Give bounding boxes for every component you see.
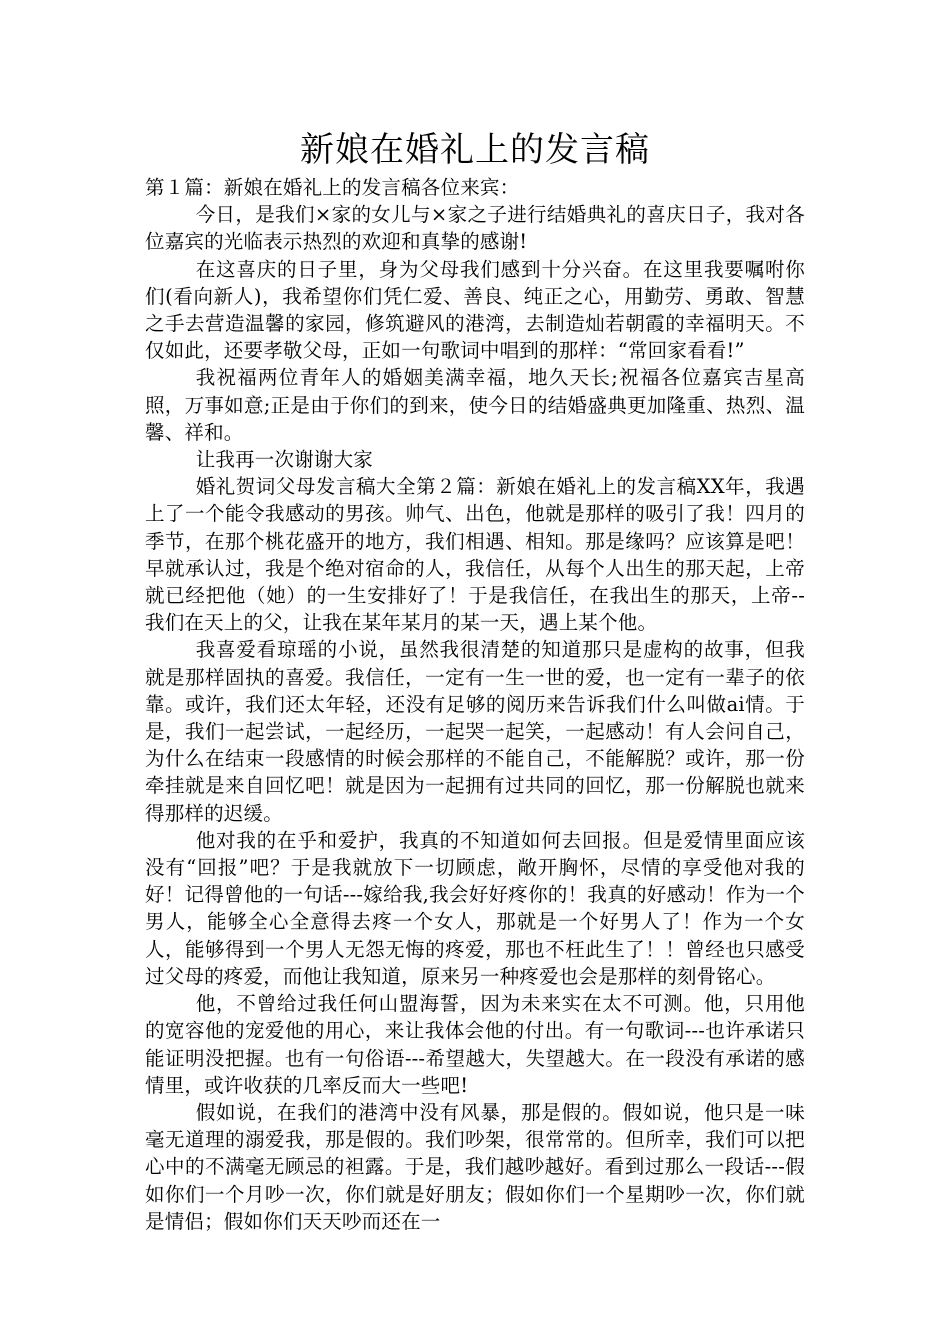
paragraph-8: 他，不曾给过我任何山盟海誓，因为未来实在太不可测。他，只用他的宽容他的宠爱他的用心，来让我体会他的付出。有一句歌词---也许承诺只能证明没把握。也有一句俗语---希望越大，失望越大。在一段没有承诺的感情里，或许收获的几率反而大一些吧!: [145, 992, 805, 1097]
paragraph-4: 让我再一次谢谢大家: [195, 448, 373, 472]
document-page: [145, 128, 805, 1235]
paragraph-1: 今日，是我们×家的女儿与×家之子进行结婚典礼的喜庆日子，我对各位嘉宾的光临表示热烈的欢迎和真挚的感谢!: [145, 203, 805, 254]
document-body: [145, 174, 805, 1235]
paragraph-9: 假如说，在我们的港湾中没有风暴，那是假的。假如说，他只是一味毫无道理的溺爱我，那是假的。我们吵架，很常常的。但所幸，我们可以把心中的不满毫无顾忌的袒露。于是，我们越吵越好。看到过那么一段话---假如你们一个月吵一次，你们就是好朋友；假如你们一个星期吵一次，你们就是情侣；假如你们天天吵而还在一: [145, 1100, 805, 1233]
paragraph-7: 他对我的在乎和爱护，我真的不知道如何去回报。但是爱情里面应该没有“回报”吧？于是我就放下一切顾虑，敞开胸怀，尽情的享受他对我的好！记得曾他的一句话---嫁给我,我会好好疼你的！我真的好感动！作为一个男人，能够全心全意得去疼一个女人，那就是一个好男人了！作为一个女人，能够得到一个男人无怨无悔的疼爱，那也不枉此生了！！曾经也只感受过父母的疼爱，而他让我知道，原来另一种疼爱也会是那样的刻骨铭心。: [145, 828, 805, 988]
document-title: 新娘在婚礼上的发言稿: [300, 130, 650, 170]
paragraph-2: 在这喜庆的日子里，身为父母我们感到十分兴奋。在这里我要嘱咐你们(看向新人)，我希望你们凭仁爱、善良、纯正之心，用勤劳、勇敢、智慧之手去营造温馨的家园，修筑避风的港湾，去制造灿若朝霞的幸福明天。不仅如此，还要孝敬父母，正如一句歌词中唱到的那样：“常回家看看!”: [145, 257, 805, 363]
paragraph-6: 我喜爱看琼瑶的小说，虽然我很清楚的知道那只是虚构的故事，但我就是那样固执的喜爱。我信任，一定有一生一世的爱，也一定有一辈子的依靠。或许，我们还太年轻，还没有足够的阅历来告诉我们什么叫做ai情。于是，我们一起尝试，一起经历，一起哭一起笑，一起感动！有人会问自己，为什么在结束一段感情的时候会那样的不能自己，不能解脱？或许，那一份牵挂就是来自回忆吧！就是因为一起拥有过共同的回忆，那一份解脱也就来得那样的迟缓。: [145, 638, 805, 825]
paragraph-5: 婚礼贺词父母发言稿大全第２篇：新娘在婚礼上的发言稿XX年，我遇上了一个能令我感动的男孩。帅气、出色，他就是那样的吸引了我！四月的季节，在那个桃花盛开的地方，我们相遇、相知。那是缘吗？应该算是吧！早就承认过，我是个绝对宿命的人，我信任，从每个人出生的那天起，上帝就已经把他（她）的一生安排好了！于是我信任，在我出生的那天，上帝--我们在天上的父，让我在某年某月的某一天，遇上某个他。: [145, 475, 805, 635]
intro-line: 第１篇：新娘在婚礼上的发言稿各位来宾：: [145, 176, 520, 199]
paragraph-3: 我祝福两位青年人的婚姻美满幸福，地久天长;祝福各位嘉宾吉星高照，万事如意;正是由于你们的到来，使今日的结婚盛典更加隆重、热烈、温馨、祥和。: [145, 366, 805, 444]
